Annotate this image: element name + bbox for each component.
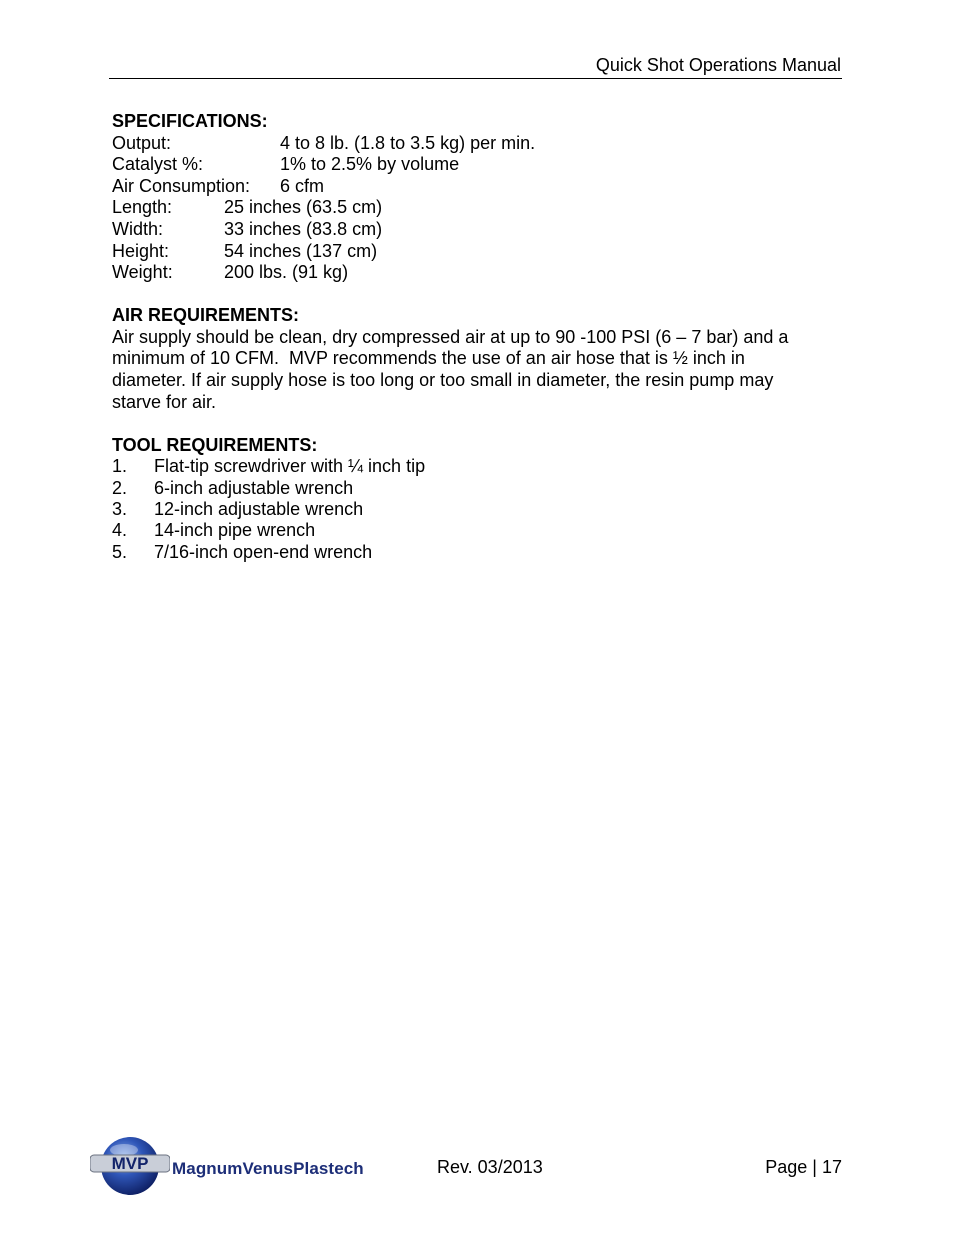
list-item (112, 520, 842, 541)
header-title: Quick Shot Operations Manual (595, 55, 841, 75)
list-item (112, 499, 842, 520)
mvp-globe-icon (90, 1136, 170, 1196)
spec-label: Catalyst %: (112, 154, 204, 175)
spec-row (112, 241, 842, 263)
tool-requirements-heading: TOOL REQUIREMENTS: (112, 434, 318, 455)
logo-badge-text: MVP (111, 1154, 149, 1173)
spec-label: Weight: (112, 262, 173, 283)
spec-row (112, 197, 842, 219)
air-requirements-heading: AIR REQUIREMENTS: (112, 305, 300, 326)
spec-row (112, 176, 842, 198)
company-logo (90, 1136, 380, 1196)
page-number: Page | 17 (765, 1157, 842, 1177)
list-item-text: 6-inch adjustable wrench (154, 477, 354, 498)
spec-value: 6 cfm (280, 175, 325, 196)
list-item-text: 12-inch adjustable wrench (154, 499, 364, 520)
header-divider (109, 78, 842, 79)
spec-value: 25 inches (63.5 cm) (224, 197, 383, 218)
list-item-text: Flat-tip screwdriver with ¼ inch tip (154, 456, 426, 477)
spec-label: Length: (112, 197, 173, 218)
spec-value: 4 to 8 lb. (1.8 to 3.5 kg) per min. (280, 132, 536, 153)
spec-value: 1% to 2.5% by volume (280, 154, 460, 175)
paragraph-line: diameter. If air supply hose is too long or too small in diameter, the resin pump may (112, 370, 774, 391)
paragraph-line: Air supply should be clean, dry compressed air at up to 90 -100 PSI (6 – 7 bar) and a (112, 326, 789, 347)
list-item (112, 478, 842, 499)
spec-row (112, 219, 842, 241)
spec-row (112, 262, 842, 284)
list-item-number: 4. (112, 520, 128, 541)
spec-row (112, 154, 842, 176)
list-item-text: 7/16-inch open-end wrench (154, 541, 373, 562)
spec-label: Output: (112, 132, 172, 153)
specifications-heading: SPECIFICATIONS: (112, 111, 268, 131)
revision-date: Rev. 03/2013 (437, 1157, 543, 1177)
list-item-number: 1. (112, 456, 128, 477)
list-item (112, 456, 842, 477)
list-item-number: 5. (112, 541, 128, 562)
paragraph-line: minimum of 10 CFM. MVP recommends the use of an air hose that is ½ inch in (112, 348, 745, 369)
list-item (112, 542, 842, 563)
paragraph-line: starve for air. (112, 391, 217, 412)
page-content (112, 111, 842, 563)
air-requirements-paragraph (112, 327, 842, 413)
logo-text: MagnumVenusPlastech (172, 1159, 364, 1178)
spec-value: 200 lbs. (91 kg) (224, 262, 349, 283)
list-item-text: 14-inch pipe wrench (154, 520, 316, 541)
spec-label: Height: (112, 240, 170, 261)
spec-value: 54 inches (137 cm) (224, 240, 378, 261)
spec-label: Air Consumption: (112, 175, 251, 196)
spec-row (112, 133, 842, 155)
list-item-number: 3. (112, 499, 128, 520)
list-item-number: 2. (112, 477, 128, 498)
spec-label: Width: (112, 218, 164, 239)
spec-value: 33 inches (83.8 cm) (224, 218, 383, 239)
